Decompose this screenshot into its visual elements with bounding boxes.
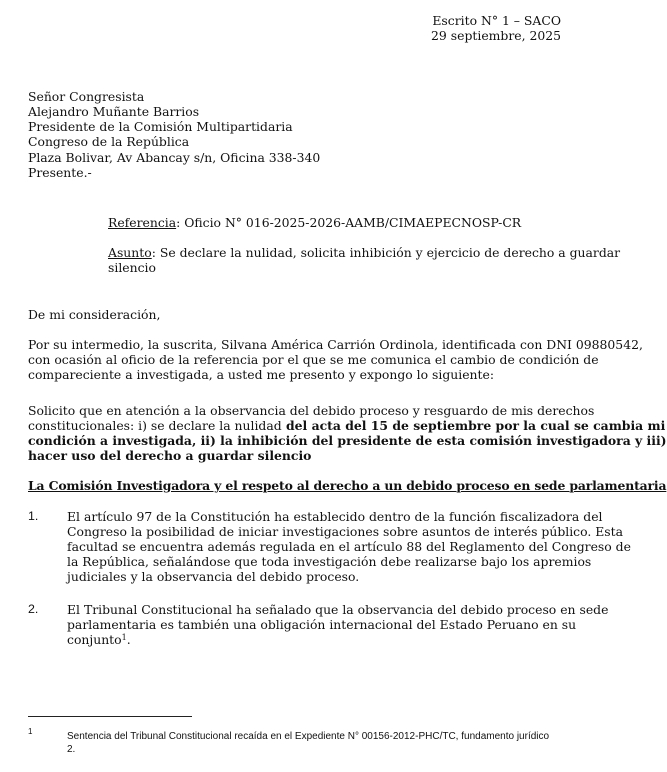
item-line: la República, señalándose que toda investigación debe realizarse bajo los apremios [67, 554, 592, 569]
item-line: conjunto$^1$. [67, 632, 131, 647]
footnote-text: 2. [67, 744, 76, 755]
paragraph-line: Solicito que en atención a la observancia del debido proceso y resguardo de mis derechos [28, 403, 595, 418]
reference-text: : Oficio N° 016-2025-2026-AAMB/CIMAEPECNOSP-CR [176, 215, 522, 230]
subject-text: : Se declare la nulidad, solicita inhibición y ejercicio de derecho a guardar [151, 245, 621, 260]
footnote-text: Sentencia del Tribunal Constitucional recaída en el Expediente N° 00156-2012-PHC/TC, fundamento jurídico [67, 731, 550, 742]
item-line: judiciales y la observancia del debido proceso. [67, 569, 360, 584]
request-bold-text: del acta del 15 de septiembre por la cual se cambia mi [281, 418, 666, 433]
greeting: De mi consideración, [28, 307, 161, 322]
reference-label: Referencia [108, 215, 177, 230]
paragraph-line: hacer uso del derecho a guardar silencio [28, 448, 312, 463]
paragraph-line: Por su intermedio, la suscrita, Silvana América Carrión Ordinola, identificada con DNI 09880542, [28, 337, 643, 352]
paragraph-line: con ocasión al oficio de la referencia por el que se me comunica el cambio de condición de [28, 352, 599, 367]
document-date: 29 septiembre, 2025 [431, 28, 561, 43]
footnote-mark: 1 [28, 727, 33, 736]
recipient-line: Señor Congresista [28, 89, 145, 104]
item-line: El Tribunal Constitucional ha señalado que la observancia del debido proceso en sede [67, 602, 609, 617]
item-number: 2. [28, 602, 39, 616]
item-line: parlamentaria es también una obligación internacional del Estado Peruano en su [67, 617, 577, 632]
section-heading: La Comisión Investigadora y el respeto al derecho a un debido proceso en sede parlamentaria [28, 478, 667, 493]
item-line: Congreso la posibilidad de iniciar investigaciones sobre asuntos de interés público. Esta [67, 524, 623, 539]
recipient-line: Presidente de la Comisión Multipartidaria [28, 119, 293, 134]
reference [108, 215, 521, 230]
paragraph-line: compareciente a investigada, a usted me presento y expongo lo siguiente: [28, 367, 495, 382]
recipient-line: Plaza Bolivar, Av Abancay s/n, Oficina 338-340 [28, 150, 321, 165]
subject-continuation: silencio [108, 260, 156, 275]
subject [108, 245, 620, 260]
recipient-line: Congreso de la República [28, 134, 190, 149]
footnote-reference[interactable]: 1 [121, 633, 127, 642]
recipient-line: Presente.- [28, 165, 92, 180]
footnote-separator [28, 716, 192, 717]
recipient-line: Alejandro Muñante Barrios [28, 104, 200, 119]
paragraph-line: condición a investigada, ii) la inhibición del presidente de esta comisión investigadora y iii) [28, 433, 667, 448]
request-plain-text: constitucionales: i) se declare la nulidad [28, 418, 282, 433]
item-line: facultad se encuentra además regulada en el artículo 88 del Reglamento del Congreso de [67, 539, 631, 554]
subject-label: Asunto [108, 245, 152, 260]
item-line: El artículo 97 de la Constitución ha establecido dentro de la función fiscalizadora del [67, 509, 603, 524]
item-number: 1. [28, 509, 39, 523]
item-text: conjunto [67, 632, 122, 647]
paragraph-line [28, 418, 666, 433]
document-number: Escrito N° 1 – SACO [432, 13, 561, 28]
